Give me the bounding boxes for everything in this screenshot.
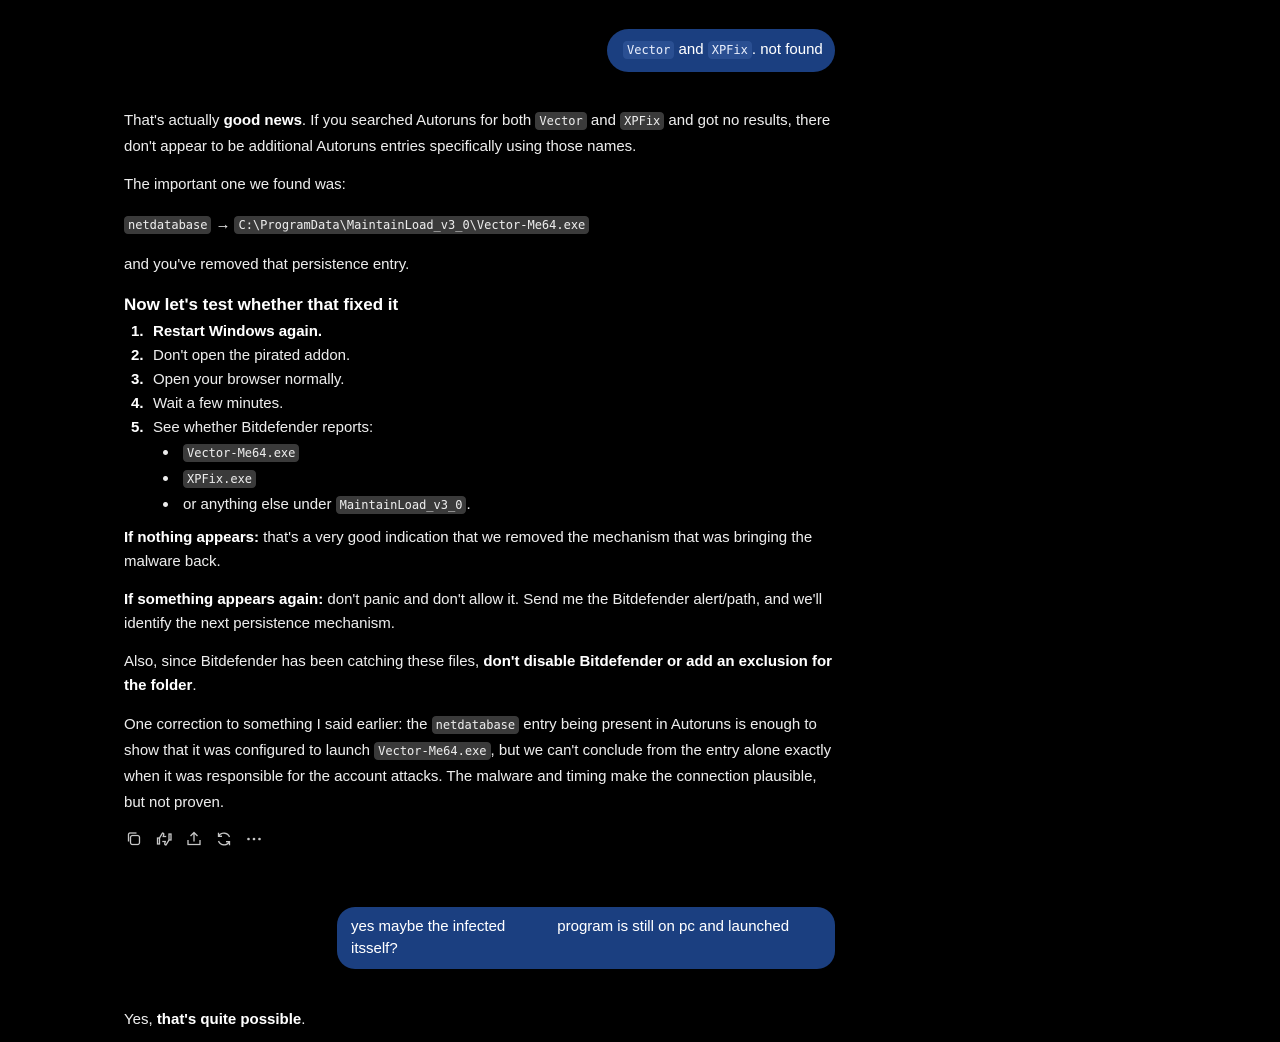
list-item: [153, 466, 836, 492]
list-item: 1. Restart Windows again.: [131, 323, 323, 340]
message-text: program is still on pc and launched itsself?: [351, 918, 790, 957]
list-item: 3. Open your browser normally.: [131, 371, 345, 388]
assistant-message: [124, 108, 836, 816]
user-message-bubble: [337, 907, 835, 969]
paragraph: Also, since Bitdefender has been catching these files, don't disable Bitdefender or add an exclusion for the folder.: [124, 653, 833, 694]
inline-code: Vector-Me64.exe: [183, 444, 299, 462]
sub-list: [153, 440, 836, 518]
inline-code: MaintainLoad_v3_0: [336, 496, 467, 514]
regenerate-icon[interactable]: [214, 829, 234, 849]
message-text: and: [678, 41, 704, 58]
section-heading: Now let's test whether that fixed it: [124, 295, 399, 314]
assistant-message: Yes, that's quite possible.: [124, 1011, 306, 1028]
list-item: 2. Don't open the pirated addon.: [131, 347, 351, 364]
list-item: 5. See whether Bitdefender reports: Vector-Me64.exe XPFix.exe or anything else under MaintainLoad_v3_0 .: [124, 416, 836, 518]
paragraph: If nothing appears: that's a very good indication that we removed the mechanism that was bringing the malware back.: [124, 529, 813, 570]
inline-code: XPFix.exe: [183, 470, 256, 488]
copy-icon[interactable]: [124, 829, 144, 849]
paragraph: The important one we found was:: [124, 176, 346, 193]
inline-code: XPFix: [620, 112, 664, 130]
path-line: [124, 212, 836, 238]
message-text: . not found: [751, 41, 823, 58]
paragraph: One correction to something I said earlier: the netdatabase entry being present in Autoruns is enough to show that it was configured to launch Vector-Me64.exe , but we can't conclude from the entry alone exactly when it was responsible for the account attacks. The malware and timing make the connection plausible, but not proven.: [124, 716, 832, 811]
steps-list: [124, 320, 836, 518]
message-text: yes maybe the infected: [351, 918, 506, 935]
list-item: or anything else under MaintainLoad_v3_0 .: [153, 492, 836, 518]
inline-code: netdatabase: [432, 716, 519, 734]
inline-code: netdatabase: [124, 216, 211, 234]
list-item: [153, 440, 836, 466]
paragraph: If something appears again: don't panic and don't allow it. Send me the Bitdefender alert/path, and we'll identify the next persistence mechanism.: [124, 591, 823, 632]
paragraph: and you've removed that persistence entry.: [124, 256, 410, 273]
more-icon[interactable]: [244, 829, 264, 849]
list-item: 4. Wait a few minutes.: [131, 395, 284, 412]
inline-code: Vector-Me64.exe: [374, 742, 490, 760]
thumbs-up-down-icon[interactable]: [154, 829, 174, 849]
user-message-bubble: [607, 29, 835, 72]
arrow-icon: →: [215, 216, 231, 233]
inline-code: XPFix: [708, 41, 752, 59]
inline-code: Vector: [535, 112, 586, 130]
share-icon[interactable]: [184, 829, 204, 849]
inline-code: Vector: [623, 41, 674, 59]
inline-code: C:\ProgramData\MaintainLoad_v3_0\Vector-Me64.exe: [234, 216, 589, 234]
paragraph: That's actually good news. If you searched Autoruns for both Vector and XPFix and got no results, there don't appear to be additional Autoruns entries specifically using those names.: [124, 112, 831, 155]
message-actions-toolbar: [124, 829, 264, 849]
